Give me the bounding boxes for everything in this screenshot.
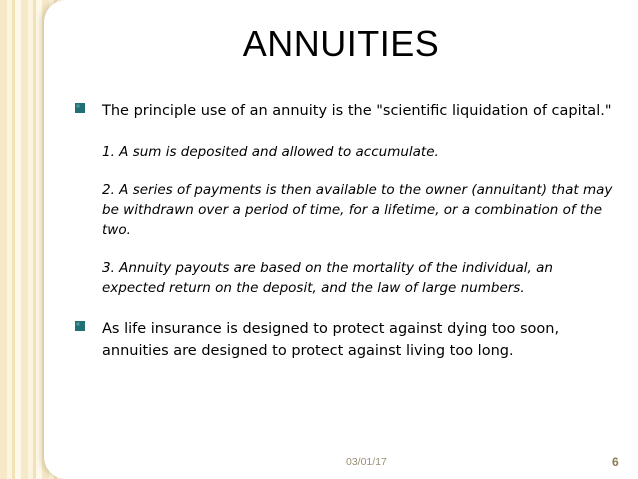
bullet-item (74, 100, 614, 122)
bullet-text: As life insurance is designed to protect against dying too soon, annuities are designed to protect against living too long. (102, 321, 560, 359)
bullet-item (74, 318, 614, 362)
slide-body (74, 100, 614, 362)
sub-item: 2. A series of payments is then available to the owner (annuitant) that may be withdrawn over a period of time, for a lifetime, or a combination of the two. (102, 182, 613, 238)
square-bullet-icon (74, 102, 88, 116)
square-bullet-icon (74, 320, 88, 334)
page-number: 6 (612, 455, 619, 469)
footer-date: 03/01/17 (346, 456, 387, 468)
sub-item: 1. A sum is deposited and allowed to accumulate. (102, 144, 439, 160)
slide-title: ANNUITIES (242, 23, 440, 64)
bullet-text: The principle use of an annuity is the "scientific liquidation of capital." (102, 103, 612, 119)
sub-item: 3. Annuity payouts are based on the mortality of the individual, an expected return on the deposit, and the law of large numbers. (102, 260, 553, 296)
